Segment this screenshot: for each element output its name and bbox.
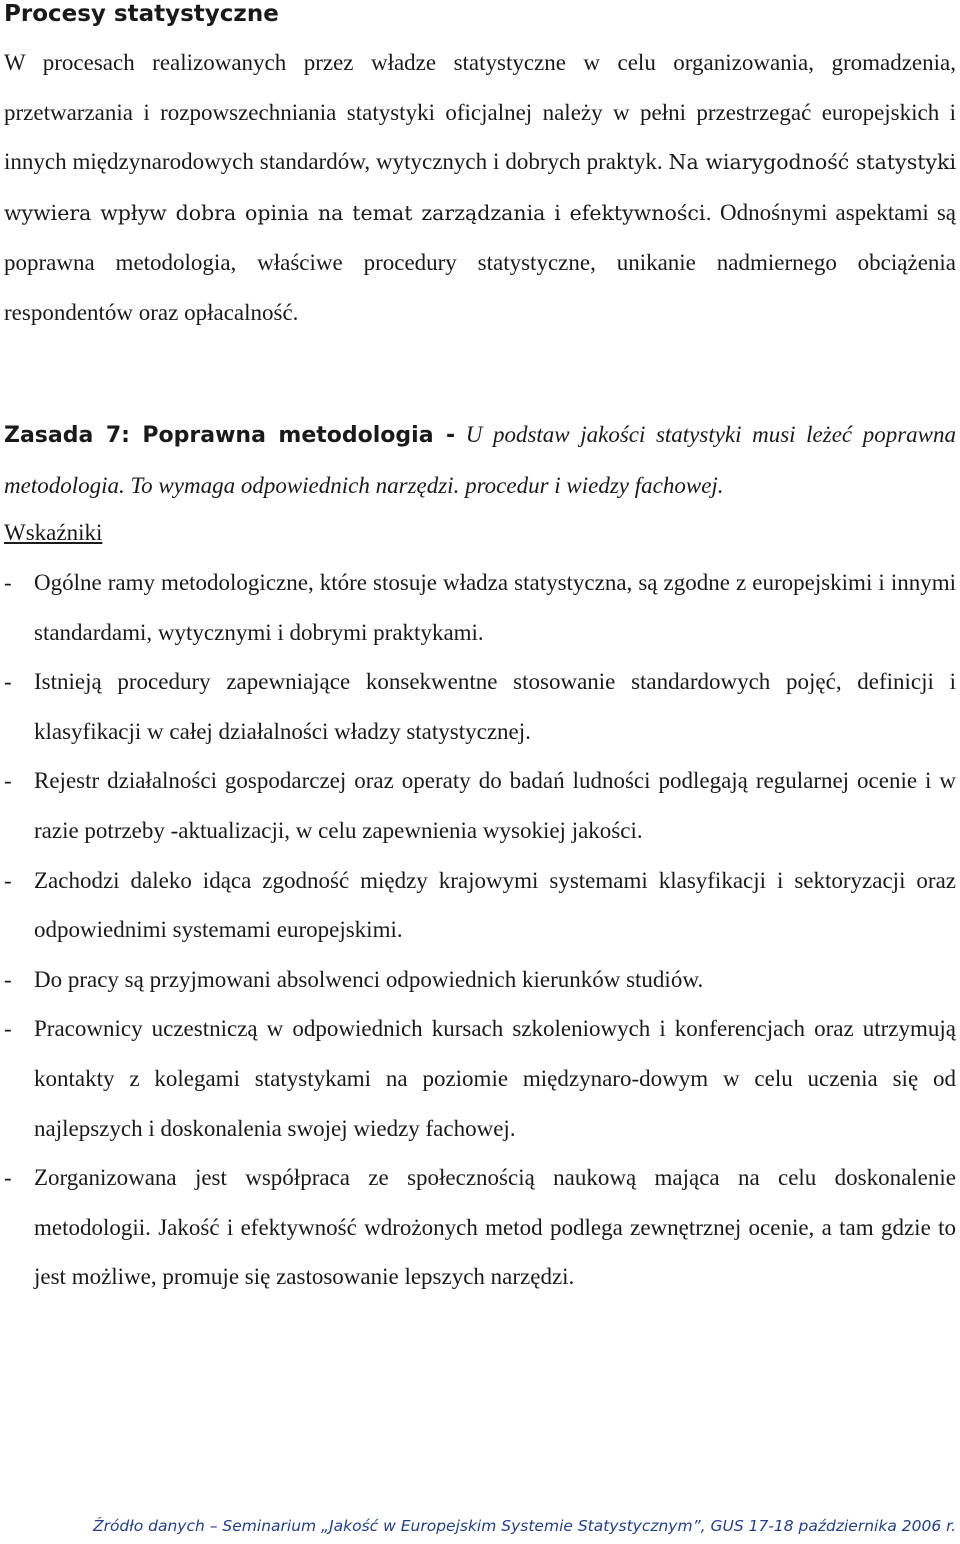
indicator-text: Do pracy są przyjmowani absolwenci odpowiednich kierunków studiów.: [34, 966, 704, 992]
indicator-text: Zorganizowana jest współpraca ze społecznością naukową mająca na celu doskonalenie metodologii. Jakość i efektywność wdrożonych metod podlega zewnętrznej ocenie, a tam gdzie to jest możliwe, promuje się zastosowanie lepszych narzędzi.: [34, 1165, 956, 1290]
indicator-item: [4, 756, 956, 855]
bullet-dash: -: [4, 570, 12, 595]
bullet-dash: -: [4, 768, 12, 794]
indicator-text: Zachodzi daleko idąca zgodność między krajowymi systemami klasyfikacji i sektoryzacji oraz odpowiednimi systemami europejskimi.: [34, 867, 956, 943]
source-footer: Źródło danych – Seminarium „Jakość w Europejskim Systemie Statystycznym”, GUS 17-18 października 2006 r.: [92, 1517, 956, 1535]
indicator-text: Ogólne ramy metodologiczne, które stosuje władza statystyczna, są zgodne z europejskimi i innymi standardami, wytycznymi i dobrymi praktykami.: [34, 570, 956, 645]
bullet-dash: -: [4, 966, 12, 992]
principle-title: Zasada 7: Poprawna metodologia -: [4, 423, 456, 448]
indicator-item: [4, 1153, 956, 1302]
intro-paragraph: [4, 38, 956, 338]
indicator-item: [4, 558, 956, 657]
intro-text-3: Odnośnymi aspektami są poprawna metodologia, właściwe procedury statystyczne, unikanie nadmiernego obciążenia respondentów oraz opłacalność.: [4, 199, 956, 325]
indicator-text: Istnieją procedury zapewniające konsekwentne stosowanie standardowych pojęć, definicji i klasyfikacji w całej działalności władzy statystycznej.: [34, 669, 956, 744]
indicator-item: [4, 657, 956, 756]
bullet-dash: -: [4, 669, 12, 695]
indicator-item: [4, 955, 956, 1005]
principle-paragraph: [4, 410, 956, 510]
bullet-dash: -: [4, 1016, 12, 1042]
page-heading: Procesy statystyczne: [4, 1, 279, 27]
intro-text-1: W procesach realizowanych przez władze statystyczne w celu organizowania, gromadzenia, przetwarzania i rozpowszechniania statystyki oficjalnej należy w pełni przestrzegać europejskich i innych międzynarodowych standardów, wytycznych i dobrych praktyk.: [4, 50, 956, 175]
bullet-dash: -: [4, 1165, 12, 1191]
indicator-text: Pracownicy uczestniczą w odpowiednich kursach szkoleniowych i konferencjach oraz utrzymują kontakty z kolegami statystykami na poziomie międzynaro-dowym w celu uczenia się od najlepszych i doskonalenia swojej wiedzy fachowej.: [34, 1016, 956, 1141]
principle-text: U podstaw jakości statystyki musi leżeć poprawna metodologia. To wymaga odpowiednich narzędzi. procedur i wiedzy fachowej.: [4, 422, 956, 498]
indicator-item: [4, 1004, 956, 1153]
bullet-dash: -: [4, 867, 12, 893]
indicators-label: Wskaźniki: [4, 520, 103, 545]
indicator-item: [4, 856, 956, 955]
indicators-list: [4, 558, 956, 1302]
intro-text-2: Na wiarygodność statystyki wywiera wpływ dobra opinia na temat zarządzania i efektywności.: [4, 150, 957, 225]
indicator-text: Rejestr działalności gospodarczej oraz operaty do badań ludności podlegają regularnej ocenie i w razie potrzeby -aktualizacji, w celu zapewnienia wysokiej jakości.: [34, 768, 956, 843]
